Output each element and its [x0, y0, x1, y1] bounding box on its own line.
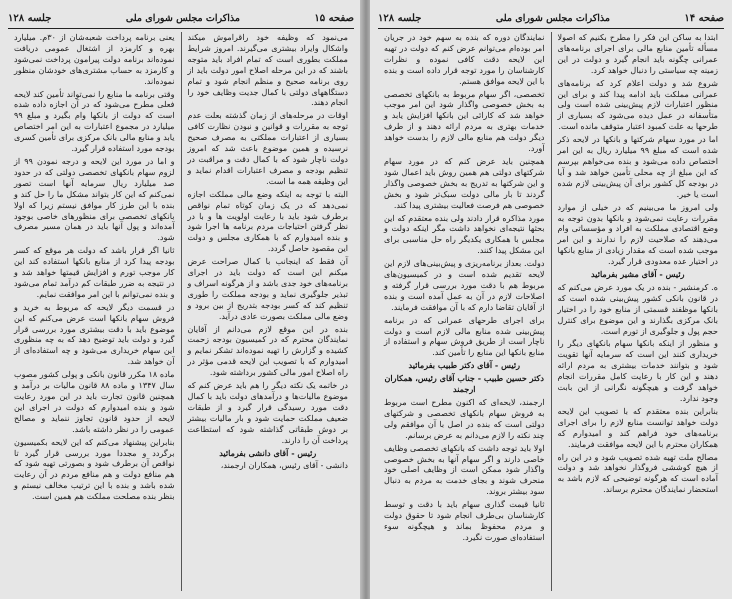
left-page-column-right — [182, 32, 355, 591]
paragraph: و اما در مورد این لایحه و درجه نمودن ۹۹ از لزوم سهام بانکهاى تخصصى دولتى که در حدود صد میلیارد ریال سرمایه آنها است تصور نمى‌کنم که این کار بتواند مشکل ما را حل کند و بنده با این طرز کار موافق نیستم زیرا که اولا بانکهاى تخصصى براى منظورهاى خاصى بوجود آمده‌اند و پول آنها باید در همان مسیر مصرف شود. — [14, 155, 175, 243]
paragraph: بنده در این موقع لازم مى‌دانم از آقایان نمایندگان محترم که در کمیسیون بودجه زحمت کشیده و گزارش را تهیه نموده‌اند تشکر نمایم و امیدوارم که با تصویب این لایحه قدمى مؤثر در راه اصلاح امور مالى کشور برداشته شود. — [187, 323, 348, 378]
right-page-session: جلسه ۱۲۸ — [378, 12, 422, 24]
paragraph: در قسمت دیگر لایحه که مربوط به خرید و فروش سهام بانکها است عرض مى‌کنم که این موضوع باید با دقت بیشترى مورد بررسى قرار گیرد و دولت باید توضیح دهد که به چه منظورى این سهام خریدارى مى‌شود و چه استفاده‌اى از آن خواهد شد. — [14, 301, 175, 367]
speaker-line: رئیس - آقای دکتر طبیب بفرمائید — [408, 360, 520, 371]
speaker-heading: دکتر حسین طبیب - جناب آقای رئیس، همکاران ارجمند — [384, 373, 545, 395]
paragraph: ماده ۱۸ مکرر قانون بانکى و پولى کشور مصوب سال ۱۳۴۷ و ماده ۸۸ قانون مالیات بر درآمد و همچنین قانون تجارت باید در این مورد رعایت شود و بنده امیدوارم که دولت در اجراى این لایحه از حدود قانون تجاوز ننماید و مصالح عمومى را در نظر داشته باشد. — [14, 369, 175, 434]
paragraph: ثانیا قیمت گذارى سهام باید با دقت و توسط کارشناسان بى‌طرف انجام شود تا حقوق دولت و مردم محفوظ بماند و هیچگونه سوء استفاده‌اى صورت نگیرد. — [384, 499, 545, 542]
right-page-column-right — [552, 32, 725, 591]
paragraph: آن فقط که اینجانب با کمال صراحت عرض میکنم این است که دولت باید در اجراى برنامه‌هاى خود جدى باشد و از هرگونه اسراف و تبذیر جلوگیرى نماید و بودجه مملکت را طورى تنظیم کند که کسر بودجه بتدریج از بین برود و وضع مالى مملکت بصورت عادى درآید. — [187, 256, 348, 321]
paragraph: همچنین باید عرض کنم که در مورد سهام شرکتهاى دولتى هم همین روش باید اعمال شود و این شرکتها به تدریج به بخش خصوصى واگذار گردند تا بار مالى دولت سبک‌تر شود و بخش خصوصى هم فرصت فعالیت بیشترى پیدا کند. — [384, 155, 545, 210]
paragraph: یعنى برنامه پرداخت شعبه‌شان از ۳۰م. میلیارد بهره و کارمزد از اشتغال عمومى دریافت نموده‌اند برنامه دولت پیرامون پرداخت نمى‌شود و کارمزد به حساب مشتری‌هاى خودشان منظور نموده‌اند. — [14, 32, 175, 86]
paragraph: مورد مذاکره قرار دادند ولى بنده معتقدم که این بحثها نتیجه‌اى نخواهد داشت مگر اینکه دولت و مجلس با همکارى یکدیگر راه حل مناسبى براى این مشکل پیدا کنند. — [384, 212, 545, 256]
paragraph: ه. کرمنشیر - بنده در یک مورد عرض مى‌کنم که در قانون بانکى کشور پیش‌بینى شده است که بانکها موظفند قسمتى از منابع خود را در اختیار بانک مرکزى بگذارند و این موضوع براى کنترل حجم پول و جلوگیرى از تورم است. — [557, 281, 718, 336]
paragraph: ارجمند، لایحه‌اى که اکنون مطرح است مربوط به فروش سهام بانکهاى تخصصى و شرکتهاى دولتى است که بنده در اصل با آن موافقم ولى چند نکته را لازم مى‌دانم به عرض برسانم. — [384, 397, 545, 440]
paragraph: تخصصى، اگر سهام مربوط به بانکهاى تخصصى به بخش خصوصى واگذار شود این امر موجب خواهد شد که کارائى این بانکها افزایش یابد و خدمات بهترى به مردم ارائه دهند و از طرف دیگر دولت هم منابع مالى لازم را بدست خواهد آورد. — [384, 88, 545, 154]
paragraph: مى‌نمود که وظیفه خود راقراموش میکند واشکال وایراد بیشتری مى‌گیرند. امروز شرایط مملکت بطورى است که تمام افراد باید متوجه باشند که در این مرحله اصلاح امور دولت باید از روى برنامه صحیح و منظم انجام شود و تمام دستگاههاى دولتى با کمال جدیت وظایف خود را انجام دهند. — [187, 32, 348, 108]
left-page — [0, 0, 362, 599]
paragraph: نمایندگان دوره که بنده به سهم خود در جریان امر بوده‌ام مى‌توانم عرض کنم که دولت در تهیه این لایحه دقت کافى نموده و نظرات کارشناسان را مورد توجه قرار داده است و بنده با این لایحه موافق هستم. — [384, 32, 545, 86]
left-page-number: صفحه ۱۵ — [314, 12, 354, 24]
paragraph: ولى امروز ما مى‌بینیم که در خیلى از موارد مقررات رعایت نمى‌شود و بانکها بدون توجه به وضع اقتصادى مملکت به افراد و مؤسساتى وام مى‌دهند که صلاحیت لازم را ندارند و این امر موجب شده است که مقدار زیادى از منابع بانکها در اختیار عده معدودى قرار گیرد. — [557, 201, 718, 267]
paragraph: بنابراین بنده معتقدم که با تصویب این لایحه دولت خواهد توانست منابع لازم را براى اجراى برنامه‌هاى خود فراهم کند و امیدوارم که همکاران محترم با این لایحه موافقت فرمایند. — [557, 405, 718, 449]
paragraph: دولت. بعداز برنامه‌ریزى و پیش‌بینى‌هاى لازم این لایحه تقدیم شده است و در کمیسیون‌هاى مربوط هم با دقت مورد بررسى قرار گرفته و اصلاحات لازم در آن به عمل آمده است و بنده از آقایان تقاضا دارم که با آن موافقت فرمایند. — [384, 258, 545, 312]
left-page-title: مذاکرات مجلس شورای ملی — [125, 12, 240, 24]
left-page-column-left — [8, 32, 182, 591]
paragraph: شروع شد و دولت اعلام کرد که برنامه‌هاى عمرانى مملکت باید ادامه پیدا کند و براى این منظور اعتبارات لازم پیش‌بینى شده است ولى متأسفانه در عمل دیده مى‌شود که بسیارى از طرحها به علت کمبود اعتبار متوقف مانده است. — [557, 77, 718, 132]
speaker-line: رئیس - آقای مشیر بفرمائید — [591, 269, 685, 280]
paragraph: در خاتمه یک نکته دیگر را هم باید عرض کنم که موضوع مالیات‌ها و درآمدهاى دولت باید با کمال دقت مورد رسیدگى قرار گیرد و از طبقات ضعیف مملکت حمایت شود و بار مالیات بیشتر بر دوش طبقاتى گذاشته شود که استطاعت پرداخت آن را دارند. — [187, 380, 348, 445]
paragraph: دانشی - آقای رئیس، همکاران ارجمند، — [220, 460, 348, 471]
paragraph: ثانیا اگر قرار باشد که دولت هر موقع که کسر بودجه پیدا کرد از منابع بانکها استفاده کند این کار موجب تورم و افزایش قیمتها خواهد شد و در نتیجه به ضرر طبقات کم درآمد تمام مى‌شود و بنده نمى‌توانم با این امر موافقت نمایم. — [14, 245, 175, 299]
paragraph: ابتدا به ساکن این فکر را مطرح بکنیم که اصولا مسأله تأمین منابع مالى براى اجراى برنامه‌هاى عمرانى چگونه باید انجام گیرد و دولت در این زمینه چه سیاستى را دنبال خواهد کرد. — [557, 32, 718, 75]
paragraph: مصالح ملت تهیه شده تصویب شود و در این راه از هیچ کوششى فروگذار نخواهد شد و دولت آماده است که هرگونه توضیحى که لازم باشد به استحضار نمایندگان محترم برساند. — [557, 451, 718, 495]
paragraph: البته با توجه به اینکه وضع مالى مملکت اجازه نمى‌دهد که در یک زمان کوتاه تمام نواقص برطرف شود باید با رعایت اولویت ها و با در نظر گرفتن احتیاجات مردم برنامه ها اجرا شود و بنده امیدوارم که با همکارى مجلس و دولت این مقصود حاصل گردد. — [187, 188, 348, 254]
left-page-header — [8, 8, 354, 29]
paragraph: اوقات در مرحله‌هاى از زمان گذشته بعلت عدم توجه به مقررات و قوانین و نبودن نظارت کافى بسیارى از اعتبارات مملکتى به مصرف صحیح نرسیده و همین موضوع باعث شد که امروز دولت ناچار شود که با کمال دقت و مراقبت در تنظیم بودجه و مصرف اعتبارات اقدام نماید و این وظیفه همه ما است. — [187, 110, 348, 186]
paragraph: بنابراین پیشنهاد مى‌کنم که این لایحه بکمیسیون برگردد و مجددا مورد بررسى قرار گیرد تا نواقص آن برطرف شود و بصورتى تهیه شود که هم منافع دولت و هم منافع مردم در آن رعایت شده باشد و بنده با این ترتیب مخالف نیستم و بنظر بنده مصلحت مملکت هم همین است. — [14, 436, 175, 502]
right-page-columns — [378, 32, 724, 591]
speaker-line: رئیس - آقای دانشی بفرمائید — [219, 447, 317, 458]
left-page-columns — [8, 32, 354, 591]
right-page-title: مذاکرات مجلس شورای ملی — [495, 12, 610, 24]
right-page-column-left — [378, 32, 552, 591]
paragraph: و منظور از اینکه بانکها سهام بانکهاى دیگر را خریدارى کنند این است که سرمایه آنها تقویت شود و بتوانند خدمات بیشترى به مردم ارائه دهند و این کار با رعایت کامل مقررات انجام خواهد گرفت و هیچگونه نگرانى از این بابت وجود ندارد. — [557, 338, 718, 403]
paragraph: اولا باید توجه داشت که بانکهاى تخصصى وظایف خاصى دارند و اگر سهام آنها به بخش خصوصى واگذار شود ممکن است از وظایف اصلى خود منحرف شوند و بجاى خدمت به مردم به دنبال سود بیشتر بروند. — [384, 442, 545, 497]
right-page-header — [378, 8, 724, 29]
left-page-session: جلسه ۱۲۸ — [8, 12, 52, 24]
paragraph: براى اجراى طرحهاى عمرانى که در برنامه پیش‌بینى شده منابع مالى لازم است و دولت ناچار است از طریق فروش سهام و استفاده از منابع بانکها این منابع را تأمین کند. — [384, 314, 545, 358]
right-page — [370, 0, 732, 599]
paragraph: وقتى برنامه ما منابع را نمى‌تواند تأمین کند لایحه فعلى مطرح مى‌شود که در آن اجازه داده شده است که دولت از بانکها وام بگیرد و مبلغ ۹۹ میلیارد در مجموع اعتبارات به این امر اختصاص یابد و منابع مالى بانک مرکزى برای تأمین کسرى بودجه مورد استفاده قرار گیرد. — [14, 88, 175, 154]
right-page-number: صفحه ۱۴ — [684, 12, 724, 24]
paragraph: اما در مورد سهام شرکتها و بانکها در لایحه ذکر شده است که مبلغ ۹۹ میلیارد ریال به این امر اختصاص داده مى‌شود و بنده مى‌خواهم بپرسم که این مبلغ از چه محلى تأمین خواهد شد و آیا در بودجه کل کشور براى آن پیش‌بینى لازم شده است یا خیر. — [557, 134, 718, 199]
